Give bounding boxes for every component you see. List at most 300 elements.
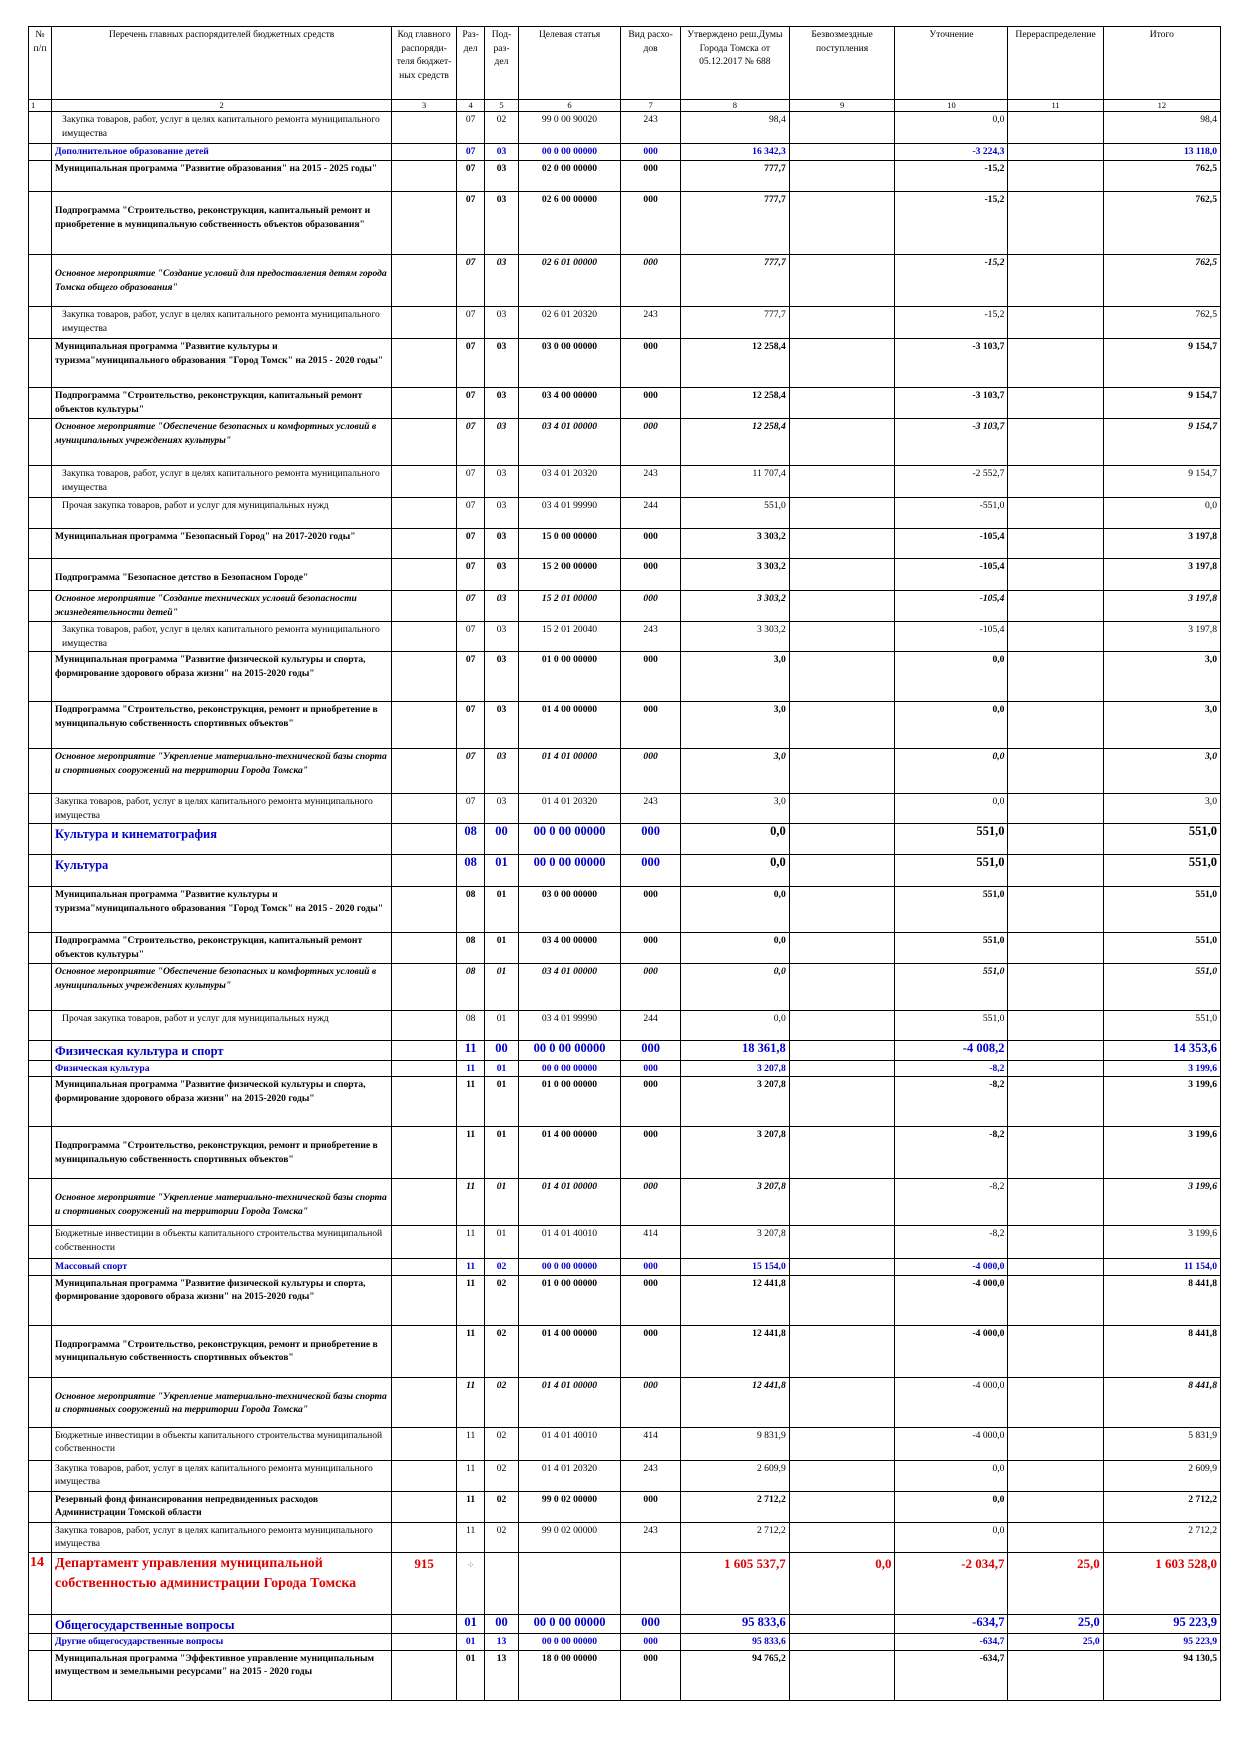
row-title: Другие общегосударственные вопросы	[52, 1634, 392, 1651]
row-expense-type: 243	[621, 622, 681, 652]
row-redistribution	[1008, 1427, 1103, 1460]
row-title: Резервный фонд финансирования непредвиденных расходов Администрации Томской области	[52, 1491, 392, 1522]
row-free-receipts	[789, 824, 895, 855]
row-podrazdel: 01	[485, 964, 518, 1011]
header-cell-name: Перечень главных распорядителей бюджетных средств	[52, 27, 392, 100]
row-clarification: -3 103,7	[895, 388, 1008, 419]
table-row	[29, 1011, 1221, 1041]
row-total: 8 441,8	[1103, 1377, 1220, 1427]
row-free-receipts	[789, 622, 895, 652]
row-free-receipts	[789, 933, 895, 964]
row-target-article: 03 4 01 20320	[518, 466, 621, 498]
row-razdel: 01	[457, 1650, 485, 1700]
row-expense-type: 000	[621, 529, 681, 559]
row-clarification: -4 000,0	[895, 1275, 1008, 1325]
row-podrazdel: 02	[485, 1522, 518, 1552]
row-podrazdel: 03	[485, 498, 518, 529]
row-code	[392, 1275, 457, 1325]
row-clarification: -105,4	[895, 591, 1008, 622]
row-razdel: 07	[457, 192, 485, 255]
row-number	[29, 1275, 52, 1325]
row-approved: 12 441,8	[680, 1377, 789, 1427]
row-approved: 3,0	[680, 749, 789, 794]
row-podrazdel: 02	[485, 1491, 518, 1522]
row-code	[392, 1179, 457, 1226]
row-total: 9 154,7	[1103, 388, 1220, 419]
row-code	[392, 933, 457, 964]
column-number: 9	[789, 100, 895, 112]
row-number	[29, 702, 52, 749]
row-expense-type: 000	[621, 1041, 681, 1061]
row-code: 915	[392, 1552, 457, 1614]
row-approved: 2 712,2	[680, 1522, 789, 1552]
row-redistribution	[1008, 1127, 1103, 1179]
row-total: 2 712,2	[1103, 1522, 1220, 1552]
row-total: 551,0	[1103, 855, 1220, 887]
row-total: 551,0	[1103, 824, 1220, 855]
row-podrazdel: 03	[485, 192, 518, 255]
row-clarification: -634,7	[895, 1650, 1008, 1700]
row-podrazdel: 02	[485, 1259, 518, 1276]
row-podrazdel: 03	[485, 388, 518, 419]
row-razdel: 07	[457, 112, 485, 144]
row-razdel: 11	[457, 1460, 485, 1491]
row-total: 3 199,6	[1103, 1060, 1220, 1077]
row-total: 762,5	[1103, 255, 1220, 307]
row-clarification: -4 000,0	[895, 1427, 1008, 1460]
row-total: 3 197,8	[1103, 529, 1220, 559]
row-number	[29, 1460, 52, 1491]
row-total: 762,5	[1103, 307, 1220, 339]
header-cell-target: Целевая статья	[518, 27, 621, 100]
row-expense-type: 000	[621, 161, 681, 192]
row-approved: 94 765,2	[680, 1650, 789, 1700]
row-redistribution	[1008, 1259, 1103, 1276]
row-free-receipts	[789, 749, 895, 794]
row-title: Дополнительное образование детей	[52, 144, 392, 161]
column-number: 1	[29, 100, 52, 112]
row-free-receipts	[789, 1041, 895, 1061]
row-number	[29, 192, 52, 255]
row-redistribution	[1008, 1377, 1103, 1427]
row-code	[392, 388, 457, 419]
row-clarification: -4 008,2	[895, 1041, 1008, 1061]
row-redistribution	[1008, 622, 1103, 652]
row-expense-type: 000	[621, 964, 681, 1011]
row-total: 0,0	[1103, 498, 1220, 529]
row-podrazdel: 02	[485, 1275, 518, 1325]
row-code	[392, 1634, 457, 1651]
row-code	[392, 192, 457, 255]
table-row	[29, 887, 1221, 933]
row-clarification: 551,0	[895, 855, 1008, 887]
row-redistribution	[1008, 1011, 1103, 1041]
row-target-article: 00 0 00 00000	[518, 1634, 621, 1651]
row-code	[392, 794, 457, 824]
row-razdel: 07	[457, 307, 485, 339]
row-target-article: 15 2 01 00000	[518, 591, 621, 622]
row-approved: 777,7	[680, 192, 789, 255]
table-row	[29, 559, 1221, 591]
row-code	[392, 1377, 457, 1427]
row-podrazdel: 02	[485, 112, 518, 144]
row-razdel: 08	[457, 855, 485, 887]
row-expense-type: 000	[621, 1259, 681, 1276]
row-number	[29, 161, 52, 192]
row-total: 95 223,9	[1103, 1614, 1220, 1634]
row-total: 98,4	[1103, 112, 1220, 144]
row-podrazdel: 03	[485, 255, 518, 307]
table-row	[29, 1077, 1221, 1127]
row-approved: 98,4	[680, 112, 789, 144]
row-podrazdel: 01	[485, 1011, 518, 1041]
row-redistribution	[1008, 1077, 1103, 1127]
row-total: 2 712,2	[1103, 1491, 1220, 1522]
table-row	[29, 161, 1221, 192]
table-row	[29, 855, 1221, 887]
row-expense-type: 000	[621, 1491, 681, 1522]
row-free-receipts	[789, 1226, 895, 1259]
row-target-article: 99 0 02 00000	[518, 1522, 621, 1552]
row-target-article: 01 4 01 00000	[518, 1179, 621, 1226]
row-expense-type: 000	[621, 1325, 681, 1377]
row-total: 8 441,8	[1103, 1325, 1220, 1377]
column-number: 10	[895, 100, 1008, 112]
table-row	[29, 702, 1221, 749]
row-redistribution	[1008, 1060, 1103, 1077]
row-code	[392, 1614, 457, 1634]
row-podrazdel: 03	[485, 161, 518, 192]
row-code	[392, 1522, 457, 1552]
row-code	[392, 964, 457, 1011]
row-razdel: 07	[457, 702, 485, 749]
row-total: 9 154,7	[1103, 466, 1220, 498]
row-free-receipts	[789, 112, 895, 144]
row-free-receipts	[789, 1275, 895, 1325]
row-expense-type: 000	[621, 1650, 681, 1700]
row-free-receipts	[789, 1179, 895, 1226]
row-clarification: 0,0	[895, 1460, 1008, 1491]
row-approved: 777,7	[680, 307, 789, 339]
row-title: Подпрограмма "Строительство, реконструкция, капитальный ремонт объектов культуры"	[52, 933, 392, 964]
table-row	[29, 622, 1221, 652]
row-podrazdel: 02	[485, 1427, 518, 1460]
row-title: Массовый спорт	[52, 1259, 392, 1276]
row-title: Физическая культура и спорт	[52, 1041, 392, 1061]
row-title: Департамент управления муниципальной собственностью администрации Города Томска	[52, 1552, 392, 1614]
row-free-receipts	[789, 1634, 895, 1651]
row-target-article: 01 0 00 00000	[518, 1077, 621, 1127]
row-approved: 12 441,8	[680, 1325, 789, 1377]
row-clarification: -8,2	[895, 1077, 1008, 1127]
row-podrazdel: 02	[485, 1460, 518, 1491]
row-expense-type: 000	[621, 1127, 681, 1179]
row-free-receipts	[789, 652, 895, 702]
row-redistribution	[1008, 1041, 1103, 1061]
table-row	[29, 1127, 1221, 1179]
row-code	[392, 1011, 457, 1041]
row-razdel: 11	[457, 1041, 485, 1061]
row-approved: 3 207,8	[680, 1226, 789, 1259]
row-expense-type: 000	[621, 933, 681, 964]
row-clarification: -8,2	[895, 1226, 1008, 1259]
row-target-article: 15 2 01 20040	[518, 622, 621, 652]
budget-table	[28, 26, 1221, 1701]
column-number: 3	[392, 100, 457, 112]
row-expense-type: 000	[621, 887, 681, 933]
row-redistribution	[1008, 824, 1103, 855]
row-code	[392, 1491, 457, 1522]
row-redistribution	[1008, 749, 1103, 794]
table-row	[29, 1275, 1221, 1325]
row-free-receipts	[789, 339, 895, 388]
row-free-receipts	[789, 1491, 895, 1522]
row-free-receipts	[789, 466, 895, 498]
header-cell-total: Итого	[1103, 27, 1220, 100]
row-total: 3 197,8	[1103, 591, 1220, 622]
row-free-receipts	[789, 559, 895, 591]
row-number	[29, 529, 52, 559]
table-row	[29, 933, 1221, 964]
row-free-receipts	[789, 1377, 895, 1427]
row-number	[29, 964, 52, 1011]
row-expense-type: 000	[621, 749, 681, 794]
row-number	[29, 419, 52, 466]
row-code	[392, 702, 457, 749]
row-title: Основное мероприятие "Обеспечение безопасных и комфортных условий в муниципальных учреждениях культуры"	[52, 964, 392, 1011]
row-clarification: -3 103,7	[895, 419, 1008, 466]
row-code	[392, 466, 457, 498]
row-number	[29, 1179, 52, 1226]
row-number	[29, 255, 52, 307]
row-target-article: 02 0 00 00000	[518, 161, 621, 192]
row-number	[29, 388, 52, 419]
row-target-article: 00 0 00 00000	[518, 824, 621, 855]
column-number-row	[29, 100, 1221, 112]
row-expense-type: 000	[621, 339, 681, 388]
row-approved: 12 441,8	[680, 1275, 789, 1325]
row-approved: 0,0	[680, 855, 789, 887]
row-podrazdel: 03	[485, 529, 518, 559]
row-redistribution	[1008, 529, 1103, 559]
row-target-article: 15 2 00 00000	[518, 559, 621, 591]
row-clarification: -551,0	[895, 498, 1008, 529]
row-redistribution	[1008, 161, 1103, 192]
table-row	[29, 964, 1221, 1011]
row-number	[29, 1127, 52, 1179]
row-target-article: 03 4 00 00000	[518, 388, 621, 419]
row-free-receipts	[789, 702, 895, 749]
table-row	[29, 1650, 1221, 1700]
row-approved: 3 207,8	[680, 1127, 789, 1179]
row-number	[29, 749, 52, 794]
table-row	[29, 1491, 1221, 1522]
row-free-receipts	[789, 1650, 895, 1700]
row-approved: 9 831,9	[680, 1427, 789, 1460]
row-total: 762,5	[1103, 161, 1220, 192]
row-razdel: 07	[457, 339, 485, 388]
header-cell-redistribution: Перераспределение	[1008, 27, 1103, 100]
row-target-article	[518, 1552, 621, 1614]
table-row	[29, 1427, 1221, 1460]
row-razdel: 11	[457, 1077, 485, 1127]
row-podrazdel: 03	[485, 749, 518, 794]
row-total: 551,0	[1103, 964, 1220, 1011]
row-redistribution	[1008, 112, 1103, 144]
row-number	[29, 1259, 52, 1276]
row-redistribution	[1008, 591, 1103, 622]
row-target-article: 01 4 01 00000	[518, 749, 621, 794]
row-code	[392, 161, 457, 192]
row-expense-type: 000	[621, 559, 681, 591]
row-free-receipts	[789, 255, 895, 307]
row-code	[392, 255, 457, 307]
row-clarification: 551,0	[895, 964, 1008, 1011]
row-title: Бюджетные инвестиции в объекты капитального строительства муниципальной собственности	[52, 1226, 392, 1259]
row-clarification: 0,0	[895, 652, 1008, 702]
row-title: Закупка товаров, работ, услуг в целях капитального ремонта муниципального имущества	[52, 307, 392, 339]
row-expense-type: 243	[621, 794, 681, 824]
row-code	[392, 1650, 457, 1700]
row-clarification: -4 000,0	[895, 1377, 1008, 1427]
row-target-article: 03 4 01 00000	[518, 964, 621, 1011]
row-clarification: -105,4	[895, 622, 1008, 652]
table-row	[29, 749, 1221, 794]
row-expense-type: 414	[621, 1427, 681, 1460]
table-row	[29, 1634, 1221, 1651]
table-row	[29, 794, 1221, 824]
row-title: Культура и кинематография	[52, 824, 392, 855]
row-expense-type: 000	[621, 1614, 681, 1634]
row-approved: 16 342,3	[680, 144, 789, 161]
row-total: 1 603 528,0	[1103, 1552, 1220, 1614]
row-clarification: 0,0	[895, 1522, 1008, 1552]
row-total: 3,0	[1103, 749, 1220, 794]
row-clarification: -3 224,3	[895, 144, 1008, 161]
table-row	[29, 419, 1221, 466]
row-title: Физическая культура	[52, 1060, 392, 1077]
row-expense-type: 243	[621, 1460, 681, 1491]
row-approved: 2 609,9	[680, 1460, 789, 1491]
header-cell-podrazdel: Под-раз-дел	[485, 27, 518, 100]
row-expense-type: 000	[621, 1634, 681, 1651]
row-target-article: 03 0 00 00000	[518, 887, 621, 933]
table-row	[29, 498, 1221, 529]
row-free-receipts	[789, 1614, 895, 1634]
table-row	[29, 529, 1221, 559]
row-title: Подпрограмма "Строительство, реконструкция, ремонт и приобретение в муниципальную собственность спортивных объектов"	[52, 702, 392, 749]
row-target-article: 03 4 01 99990	[518, 1011, 621, 1041]
row-code	[392, 112, 457, 144]
row-expense-type: 000	[621, 702, 681, 749]
table-row	[29, 307, 1221, 339]
row-redistribution	[1008, 144, 1103, 161]
row-code	[392, 529, 457, 559]
row-code	[392, 887, 457, 933]
row-free-receipts	[789, 1325, 895, 1377]
row-title: Муниципальная программа "Развитие культуры и туризма"муниципального образования "Город Томск" на 2015 - 2020 годы"	[52, 887, 392, 933]
row-razdel: 11	[457, 1275, 485, 1325]
row-clarification: -15,2	[895, 161, 1008, 192]
row-title: Муниципальная программа "Развитие образования" на 2015 - 2025 годы"	[52, 161, 392, 192]
row-podrazdel: 01	[485, 887, 518, 933]
row-title: Закупка товаров, работ, услуг в целях капитального ремонта муниципального имущества	[52, 112, 392, 144]
row-free-receipts	[789, 1077, 895, 1127]
row-clarification: 0,0	[895, 794, 1008, 824]
row-clarification: 0,0	[895, 702, 1008, 749]
row-approved: 3 303,2	[680, 529, 789, 559]
row-target-article: 02 6 01 20320	[518, 307, 621, 339]
table-row	[29, 1060, 1221, 1077]
row-title: Подпрограмма "Строительство, реконструкция, капитальный ремонт объектов культуры"	[52, 388, 392, 419]
row-free-receipts	[789, 1427, 895, 1460]
row-podrazdel: 01	[485, 1077, 518, 1127]
row-clarification: -3 103,7	[895, 339, 1008, 388]
row-code	[392, 1325, 457, 1377]
row-number	[29, 466, 52, 498]
row-title: Основное мероприятие "Укрепление материально-технической базы спорта и спортивных сооружений на территории Города Томска"	[52, 1179, 392, 1226]
table-row	[29, 1259, 1221, 1276]
row-total: 551,0	[1103, 933, 1220, 964]
row-redistribution	[1008, 1226, 1103, 1259]
row-free-receipts	[789, 498, 895, 529]
row-redistribution	[1008, 1522, 1103, 1552]
row-approved: 12 258,4	[680, 419, 789, 466]
row-title: Культура	[52, 855, 392, 887]
row-approved: 3,0	[680, 794, 789, 824]
row-code	[392, 622, 457, 652]
row-approved: 95 833,6	[680, 1634, 789, 1651]
column-number: 12	[1103, 100, 1220, 112]
row-free-receipts	[789, 591, 895, 622]
row-redistribution	[1008, 307, 1103, 339]
row-target-article: 01 4 01 20320	[518, 1460, 621, 1491]
row-podrazdel: 03	[485, 559, 518, 591]
row-razdel: 07	[457, 622, 485, 652]
row-free-receipts	[789, 529, 895, 559]
row-clarification: 551,0	[895, 887, 1008, 933]
row-expense-type	[621, 1552, 681, 1614]
row-approved: 18 361,8	[680, 1041, 789, 1061]
row-code	[392, 652, 457, 702]
row-title: Муниципальная программа "Развитие культуры и туризма"муниципального образования "Город Томск" на 2015 - 2020 годы"	[52, 339, 392, 388]
row-number	[29, 1634, 52, 1651]
row-title: Закупка товаров, работ, услуг в целях капитального ремонта муниципального имущества	[52, 1522, 392, 1552]
table-row	[29, 1460, 1221, 1491]
table-row	[29, 144, 1221, 161]
column-number: 8	[680, 100, 789, 112]
row-number	[29, 1614, 52, 1634]
row-target-article: 00 0 00 00000	[518, 144, 621, 161]
row-code	[392, 1259, 457, 1276]
row-title: Закупка товаров, работ, услуг в целях капитального ремонта муниципального имущества	[52, 466, 392, 498]
row-title: Подпрограмма "Строительство, реконструкция, ремонт и приобретение в муниципальную собственность спортивных объектов"	[52, 1127, 392, 1179]
row-podrazdel: 13	[485, 1634, 518, 1651]
row-total: 762,5	[1103, 192, 1220, 255]
row-target-article: 02 6 01 00000	[518, 255, 621, 307]
row-number	[29, 1011, 52, 1041]
row-clarification: 551,0	[895, 824, 1008, 855]
table-row	[29, 466, 1221, 498]
row-podrazdel: 13	[485, 1650, 518, 1700]
row-total: 9 154,7	[1103, 419, 1220, 466]
table-row	[29, 388, 1221, 419]
column-number: 4	[457, 100, 485, 112]
row-razdel: 11	[457, 1491, 485, 1522]
row-approved: 11 707,4	[680, 466, 789, 498]
row-expense-type: 000	[621, 1179, 681, 1226]
row-razdel: 11	[457, 1427, 485, 1460]
